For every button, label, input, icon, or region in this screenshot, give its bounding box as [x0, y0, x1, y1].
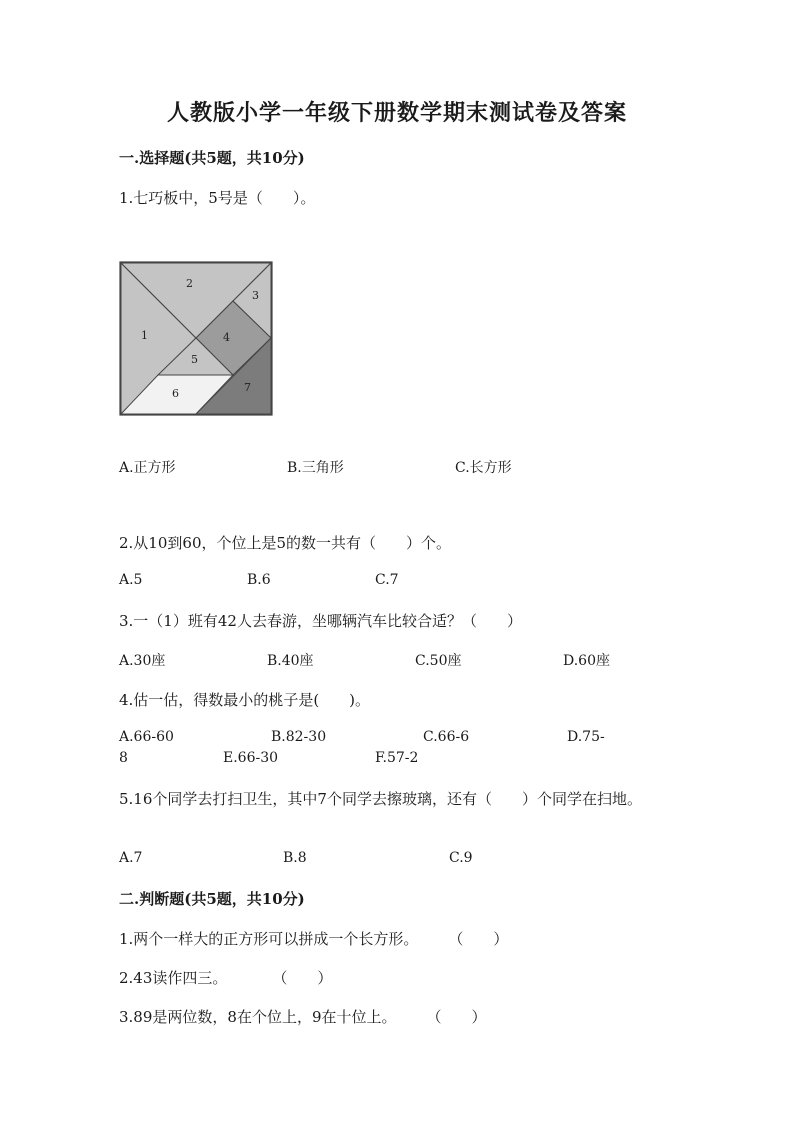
tangram-label-5: 5: [191, 353, 198, 366]
tangram-label-3: 3: [252, 289, 259, 302]
q5-option-b: B.8: [283, 850, 307, 866]
q1-option-b: B.三角形: [287, 460, 344, 476]
page-title: 人教版小学一年级下册数学期末测试卷及答案: [166, 100, 627, 126]
q3-option-a: A.30座: [119, 653, 166, 669]
judgment-item-1: 1.两个一样大的正方形可以拼成一个长方形。 （ ）: [119, 930, 509, 948]
q5-option-a: A.7: [119, 850, 143, 866]
q3-option-c: C.50座: [415, 653, 462, 669]
section-heading-choice: 一.选择题(共5题，共10分): [119, 149, 305, 167]
section-heading-judgment: 二.判断题(共5题，共10分): [119, 890, 305, 908]
q4-option-b: B.82-30: [271, 729, 327, 745]
question-3-text: 3.一（1）班有42人去春游，坐哪辆汽车比较合适？（ ）: [119, 612, 522, 630]
question-4-text: 4.估一估，得数最小的桃子是( )。: [119, 691, 371, 709]
q4-option-e: E.66-30: [223, 750, 279, 766]
judgment-item-3: 3.89是两位数，8在个位上，9在十位上。 （ ）: [119, 1008, 487, 1026]
question-5-text: 5.16个同学去打扫卫生，其中7个同学去擦玻璃，还有（ ）个同学在扫地。: [119, 790, 642, 808]
q2-option-a: A.5: [119, 572, 143, 588]
question-2-text: 2.从10到60，个位上是5的数一共有（ ）个。: [119, 534, 452, 552]
tangram-label-6: 6: [172, 387, 179, 400]
q4-option-f: F.57-2: [375, 750, 419, 766]
q4-option-d: D.75-: [567, 729, 605, 745]
question-1-text: 1.七巧板中，5号是（ ）。: [119, 189, 316, 207]
q4-option-a: A.66-60: [119, 729, 174, 745]
q2-option-b: B.6: [247, 572, 271, 588]
tangram-figure: [119, 261, 273, 416]
tangram-label-1: 1: [141, 329, 148, 342]
tangram-label-4: 4: [223, 331, 230, 344]
q1-option-a: A.正方形: [119, 460, 176, 476]
q4-option-c: C.66-6: [423, 729, 470, 745]
q2-option-c: C.7: [375, 572, 399, 588]
q1-option-c: C.长方形: [455, 460, 512, 476]
q3-option-b: B.40座: [267, 653, 314, 669]
q5-option-c: C.9: [449, 850, 473, 866]
tangram-label-2: 2: [186, 277, 193, 290]
q4-option-d-continued: 8: [119, 750, 128, 766]
judgment-item-2: 2.43读作四三。 （ ）: [119, 969, 333, 987]
q3-option-d: D.60座: [563, 653, 610, 669]
tangram-label-7: 7: [244, 381, 251, 394]
